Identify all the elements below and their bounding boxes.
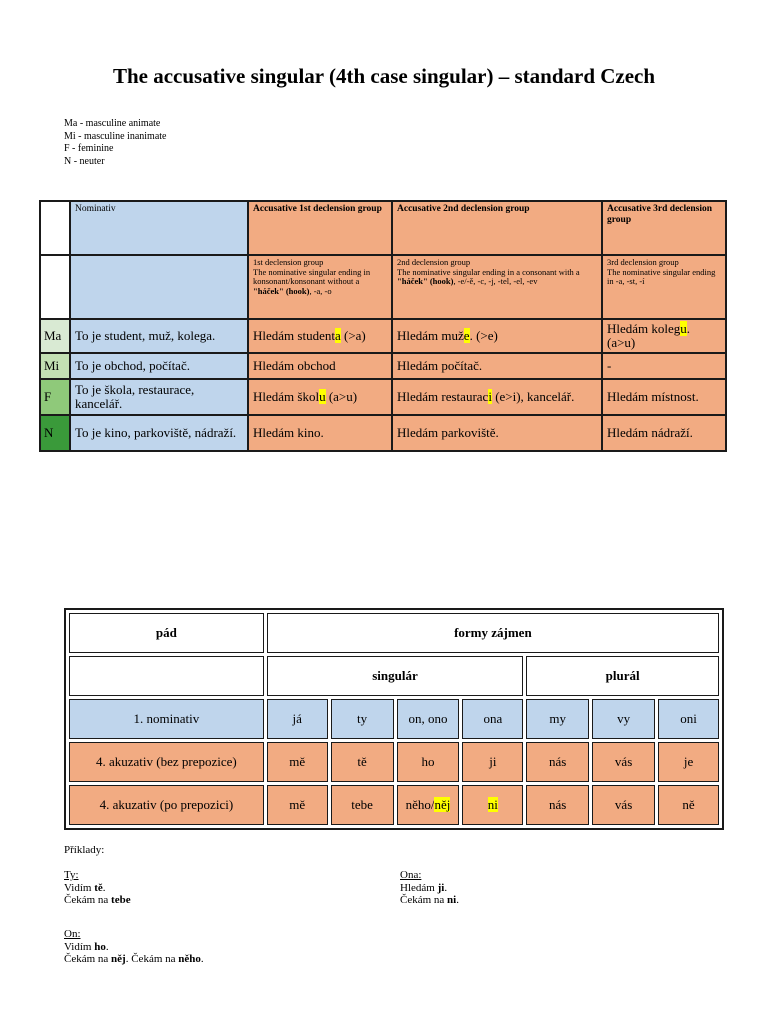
pronoun-cell: on, ono — [397, 699, 460, 739]
pronoun-cell: něho/něj — [397, 785, 460, 825]
pronoun-cell: vy — [592, 699, 655, 739]
acc3-cell: - — [602, 353, 726, 379]
legend-item: F - feminine — [64, 143, 114, 154]
acc1-cell: Hledám kino. — [248, 415, 392, 451]
pronoun-cell: ně — [658, 785, 719, 825]
subheader-group3 — [602, 255, 726, 319]
nominative-cell: To je student, muž, kolega. — [70, 319, 248, 353]
pronoun-cell: mě — [267, 742, 328, 782]
header-singular: singulár — [267, 656, 524, 696]
acc1-cell: Hledám školu (a>u) — [248, 379, 392, 415]
pronoun-cell: ji — [462, 742, 523, 782]
example-line: Čekám na něj. Čekám na něho. — [64, 953, 204, 965]
subheader-line: The nominative singular ending in konsonant/konsonant without a "háček" (hook), -a, -o — [253, 266, 371, 296]
case-label: 4. akuzativ (po prepozici) — [69, 785, 264, 825]
nominative-cell: To je kino, parkoviště, nádraží. — [70, 415, 248, 451]
pronoun-header-row — [69, 613, 719, 653]
table-row — [40, 415, 726, 451]
example-ona — [400, 869, 459, 907]
legend-item: Mi - masculine inanimate — [64, 130, 167, 142]
example-title: Ty: — [64, 869, 79, 881]
subheader-group1 — [248, 255, 392, 319]
pronoun-cell: oni — [658, 699, 719, 739]
header-acc3: Accusative 3rd declension group — [602, 201, 726, 255]
table-row — [69, 785, 719, 825]
legend-item: Ma - masculine animate — [64, 118, 161, 129]
example-line: Vidím ho. — [64, 940, 109, 953]
pronoun-cell: tě — [331, 742, 394, 782]
subheader-line: The nominative singular ending in a consonant with a "háček" (hook), -e/-ě, -c, -j, -tel, -el, -ev — [397, 266, 580, 286]
pronoun-cell: mě — [267, 785, 328, 825]
subheader-line: The nominative singular ending in -a, -st, -í — [607, 266, 716, 286]
pronoun-cell: vás — [592, 742, 655, 782]
header-plural: plurál — [526, 656, 719, 696]
corner-cell — [40, 255, 70, 319]
subheader-empty — [70, 255, 248, 319]
example-line: Čekám na tebe — [64, 894, 131, 906]
acc2-cell: Hledám restauraci (e>i), kancelář. — [392, 379, 602, 415]
pronoun-cell: nás — [526, 785, 589, 825]
subheader-line: 2nd declension group — [397, 257, 471, 267]
pronoun-cell: je — [658, 742, 719, 782]
case-label: 1. nominativ — [69, 699, 264, 739]
example-ty — [64, 869, 131, 907]
acc3-cell: Hledám kolegu. (a>u) — [602, 319, 726, 353]
header-acc1: Accusative 1st declension group — [248, 201, 392, 255]
example-title: Ona: — [400, 869, 422, 881]
case-label: 4. akuzativ (bez prepozice) — [69, 742, 264, 782]
nominative-cell: To je obchod, počítač. — [70, 353, 248, 379]
legend — [64, 118, 166, 168]
gender-code: Ma — [40, 319, 70, 353]
empty-cell — [69, 656, 264, 696]
example-on — [64, 928, 204, 966]
pronoun-cell: tebe — [331, 785, 394, 825]
acc1-cell: Hledám obchod — [248, 353, 392, 379]
gender-code: N — [40, 415, 70, 451]
table-row — [40, 379, 726, 415]
subheader-group2 — [392, 255, 602, 319]
accusative-table — [39, 200, 727, 452]
example-line: Vidím tě. — [64, 881, 106, 894]
gender-code: F — [40, 379, 70, 415]
corner-cell — [40, 201, 70, 255]
pronoun-cell: ni — [462, 785, 523, 825]
pronoun-cell: ho — [397, 742, 460, 782]
example-line: Hledám ji. — [400, 881, 448, 894]
pronoun-table — [64, 608, 724, 830]
pronoun-cell: ty — [331, 699, 394, 739]
legend-item: N - neuter — [64, 155, 105, 167]
pronoun-number-row — [69, 656, 719, 696]
header-formy: formy zájmen — [267, 613, 719, 653]
acc1-cell: Hledám studenta (>a) — [248, 319, 392, 353]
acc2-cell: Hledám muže. (>e) — [392, 319, 602, 353]
acc2-cell: Hledám počítač. — [392, 353, 602, 379]
page-title: The accusative singular (4th case singular) – standard Czech — [112, 64, 656, 88]
pronoun-cell: nás — [526, 742, 589, 782]
subheader-line: 3rd declension group — [607, 257, 679, 267]
acc3-cell: Hledám nádraží. — [602, 415, 726, 451]
header-nominativ: Nominativ — [70, 201, 248, 255]
examples-heading: Příklady: — [64, 844, 105, 856]
gender-code: Mi — [40, 353, 70, 379]
header-pad: pád — [69, 613, 264, 653]
header-acc2: Accusative 2nd declension group — [392, 201, 602, 255]
table-row — [40, 319, 726, 353]
pronoun-cell: vás — [592, 785, 655, 825]
pronoun-cell: já — [267, 699, 328, 739]
table-header-row — [40, 201, 726, 255]
pronoun-cell: ona — [462, 699, 523, 739]
example-line: Čekám na ni. — [400, 894, 459, 906]
table-row — [69, 742, 719, 782]
acc2-cell: Hledám parkoviště. — [392, 415, 602, 451]
nominative-cell: To je škola, restaurace, kancelář. — [70, 379, 248, 415]
pronoun-cell: my — [526, 699, 589, 739]
subheader-line: 1st declension group — [253, 257, 324, 267]
example-title: On: — [64, 928, 81, 940]
table-subheader-row — [40, 255, 726, 319]
table-row — [40, 353, 726, 379]
table-row — [69, 699, 719, 739]
acc3-cell: Hledám místnost. — [602, 379, 726, 415]
